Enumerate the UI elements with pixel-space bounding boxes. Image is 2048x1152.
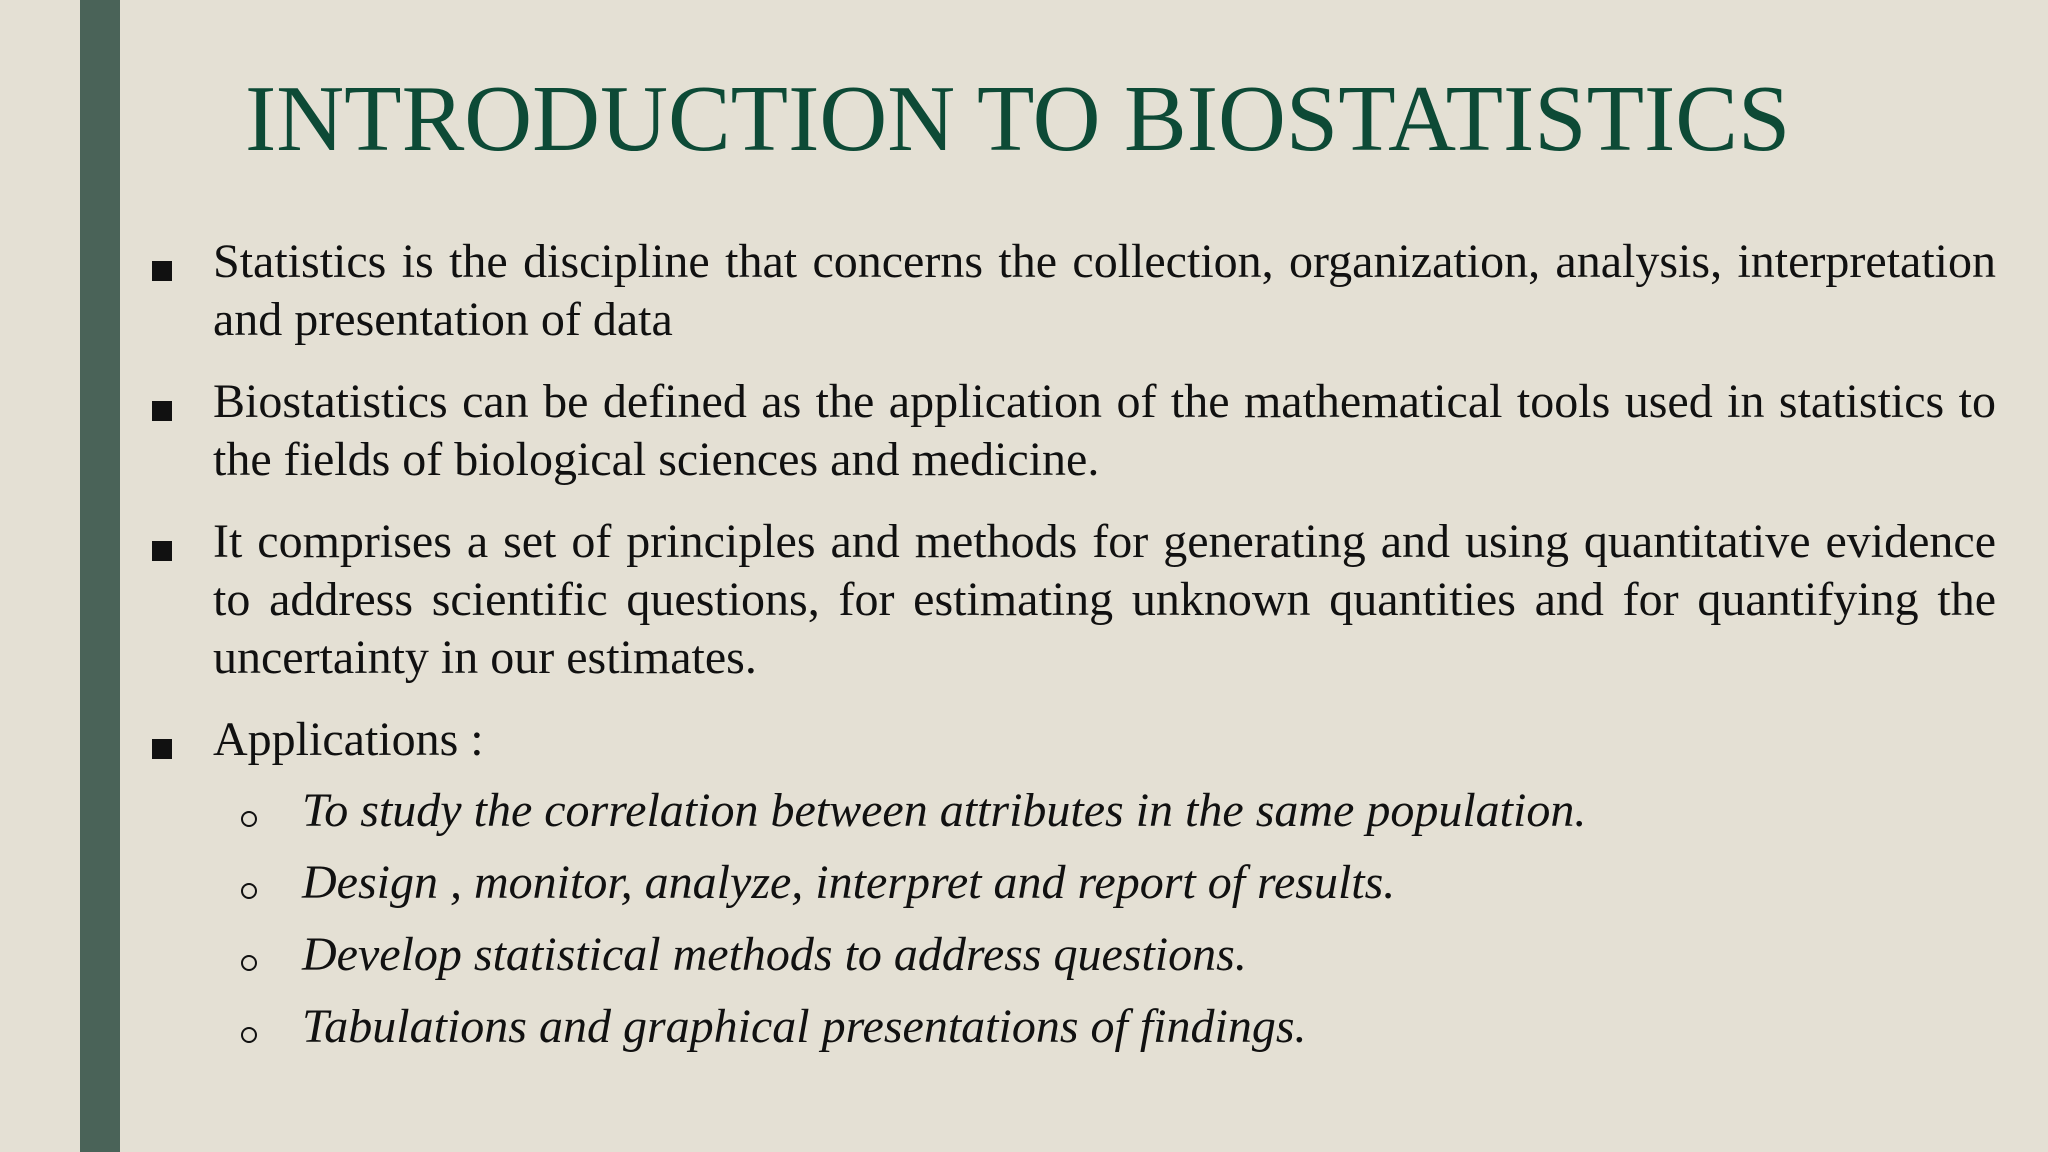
circle-bullet-icon xyxy=(241,1027,257,1043)
bullet-text: Biostatistics can be defined as the application of the mathematical tools used in statistics to the fields of biological sciences and medicine. xyxy=(213,375,1996,486)
application-item xyxy=(148,775,1996,847)
square-bullet-icon xyxy=(152,401,172,421)
circle-bullet-icon xyxy=(241,883,257,899)
slide-content xyxy=(148,233,1996,1063)
bullet-item-applications xyxy=(148,711,1996,769)
square-bullet-icon xyxy=(152,739,172,759)
application-item xyxy=(148,991,1996,1063)
slide-title: INTRODUCTION TO BIOSTATISTICS xyxy=(245,67,1791,171)
applications-list xyxy=(148,775,1996,1063)
bullet-text: It comprises a set of principles and methods for generating and using quantitative evidence to address scientific questions, for estimating unknown quantities and for quantifying the uncertainty in our estimates. xyxy=(213,515,1996,684)
application-text: Tabulations and graphical presentations of findings. xyxy=(302,1000,1307,1053)
application-text: Develop statistical methods to address questions. xyxy=(302,928,1247,981)
circle-bullet-icon xyxy=(241,811,257,827)
application-text: Design , monitor, analyze, interpret and report of results. xyxy=(302,856,1396,909)
square-bullet-icon xyxy=(152,541,172,561)
bullet-item xyxy=(148,373,1996,489)
accent-bar xyxy=(80,0,120,1152)
bullet-item xyxy=(148,513,1996,687)
circle-bullet-icon xyxy=(241,955,257,971)
application-text: To study the correlation between attributes in the same population. xyxy=(302,784,1587,837)
bullet-text: Applications : xyxy=(213,713,484,766)
application-item xyxy=(148,919,1996,991)
square-bullet-icon xyxy=(152,261,172,281)
application-item xyxy=(148,847,1996,919)
bullet-item xyxy=(148,233,1996,349)
bullet-text: Statistics is the discipline that concerns the collection, organization, analysis, interpretation and presentation of data xyxy=(213,235,1996,346)
